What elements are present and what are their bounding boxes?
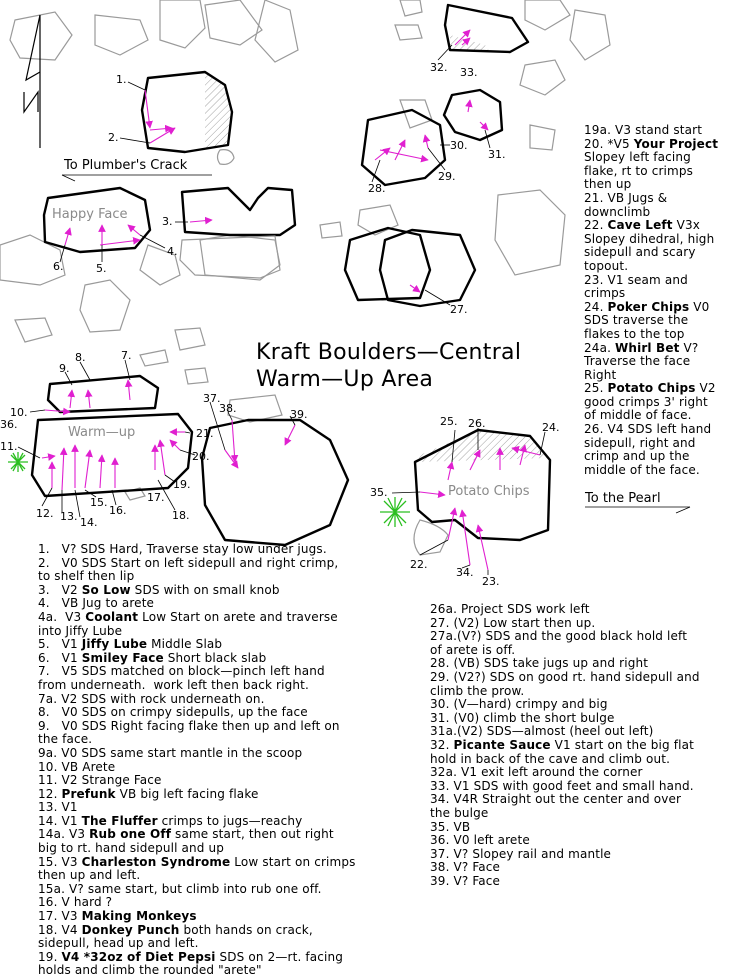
list-text: Traverse the face xyxy=(584,354,691,369)
list-item xyxy=(38,706,408,720)
list-item xyxy=(584,328,734,342)
direction-pearl xyxy=(585,507,690,513)
map-label: 7. xyxy=(121,349,132,362)
list-text: 28. (VB) SDS take jugs up and right xyxy=(430,656,649,671)
list-text: Middle Slab xyxy=(147,637,223,652)
problem-name: Jiffy Lube xyxy=(81,637,148,652)
list-item xyxy=(584,382,734,396)
list-item xyxy=(430,848,732,862)
map-label: 21. xyxy=(196,427,214,440)
map-label: 16. xyxy=(109,504,127,517)
map-label: 30. xyxy=(450,139,468,152)
list-text: V3 stand start xyxy=(611,123,703,137)
list-text: 6. V1 xyxy=(38,650,82,665)
list-item xyxy=(430,698,732,712)
map-label: 10. xyxy=(10,406,28,419)
list-item xyxy=(584,219,734,233)
list-item xyxy=(584,396,734,410)
list-text: SDS traverse the xyxy=(584,313,689,328)
map-label: 29. xyxy=(438,170,456,183)
list-text: 20. xyxy=(584,136,604,151)
list-item xyxy=(584,165,734,179)
list-item xyxy=(38,597,408,611)
list-item xyxy=(38,801,408,815)
map-label: 33. xyxy=(460,66,478,79)
list-item xyxy=(38,788,408,802)
title-line-1: Kraft Boulders—Central xyxy=(256,340,522,365)
map-label: 26. xyxy=(468,417,486,430)
map-label: 36. xyxy=(0,418,18,431)
list-text: 11. V2 Strange Face xyxy=(38,773,162,788)
map-label: 27. xyxy=(450,303,468,316)
map-label: 38. xyxy=(219,402,237,415)
problem-name: Cave Left xyxy=(607,218,673,233)
background-boulders xyxy=(0,0,610,555)
list-text: holds and climb the rounded "arete" xyxy=(38,963,262,978)
list-item xyxy=(38,896,408,910)
list-item xyxy=(430,753,732,767)
map-label: 20. xyxy=(192,450,210,463)
starburst-icon xyxy=(8,452,28,472)
list-item xyxy=(584,138,734,152)
list-text: the bulge xyxy=(430,805,489,820)
list-text: 26. xyxy=(584,422,604,437)
map-label: 9. xyxy=(59,362,70,375)
boulder-27 xyxy=(345,228,475,306)
north-arrow-icon xyxy=(24,15,40,148)
list-text: 12. xyxy=(38,786,62,801)
list-text: 3. V2 xyxy=(38,582,82,597)
list-text: from underneath. work left then back right. xyxy=(38,677,309,692)
map-label: 2. xyxy=(108,131,119,144)
list-item xyxy=(38,828,408,842)
list-text: same start, then out right xyxy=(171,827,334,842)
list-text: 14. V1 xyxy=(38,813,82,828)
list-text: 23. xyxy=(584,272,604,287)
list-item xyxy=(430,834,732,848)
list-item xyxy=(38,910,408,924)
list-item xyxy=(38,774,408,788)
list-item xyxy=(584,246,734,260)
list-text: Low start on crimps xyxy=(230,854,356,869)
list-text: 18. V4 xyxy=(38,922,82,937)
list-item xyxy=(584,342,734,356)
list-item xyxy=(430,739,732,753)
list-text: 39. V? Face xyxy=(430,873,501,888)
list-text: 24. xyxy=(584,299,604,314)
list-item xyxy=(38,693,408,707)
list-text: crimps xyxy=(584,286,626,301)
list-item xyxy=(584,274,734,288)
list-text: 4. VB Jug to arete xyxy=(38,596,155,611)
boulder-3 xyxy=(180,188,295,278)
map-label: 14. xyxy=(80,516,98,529)
map-label: 22. xyxy=(410,558,428,571)
list-text: 19a. xyxy=(584,123,612,137)
list-text: 22. xyxy=(584,218,604,233)
list-text: to shelf then lip xyxy=(38,569,135,584)
list-text: flakes to the top xyxy=(584,326,685,341)
list-text: 7. V5 SDS matched on block—pinch left hand xyxy=(38,664,325,679)
list-text: 1. V? SDS Hard, Traverse stay low under jugs. xyxy=(38,542,327,556)
map-label: 6. xyxy=(53,260,64,273)
map-label: 19. xyxy=(173,478,191,491)
problem-name: Prefunk xyxy=(61,786,116,801)
happy-face-label: Happy Face xyxy=(52,207,128,222)
list-text: 29. (V2?) SDS on good rt. hand sidepull and xyxy=(430,669,700,684)
list-text: 2. V0 SDS Start on left sidepull and right crimp, xyxy=(38,555,339,570)
list-text: V1 seam and xyxy=(603,272,688,287)
list-text: then up xyxy=(584,177,632,192)
map-label: 12. xyxy=(36,507,54,520)
list-item xyxy=(584,192,734,206)
list-item xyxy=(38,638,408,652)
list-item xyxy=(584,369,734,383)
map-label: 31. xyxy=(488,148,506,161)
problem-name: Rub one Off xyxy=(89,827,172,842)
list-text: into Jiffy Lube xyxy=(38,623,123,638)
list-text: 30. (V—hard) crimpy and big xyxy=(430,697,608,712)
list-item xyxy=(38,924,408,938)
list-text: both hands on crack, xyxy=(179,922,313,937)
list-text: 15. V3 xyxy=(38,854,82,869)
list-text: 21. xyxy=(584,190,604,205)
list-text: SDS on 2—rt. facing xyxy=(215,949,344,964)
list-text: downclimb xyxy=(584,204,651,219)
list-item xyxy=(38,856,408,870)
pearl-label: To the Pearl xyxy=(585,491,661,506)
list-item xyxy=(38,557,408,571)
list-text: 32a. V1 exit left around the corner xyxy=(430,765,643,780)
list-text: V1 start on the big flat xyxy=(550,737,694,752)
list-text: 4a. V3 xyxy=(38,609,86,624)
list-text: 34. V4R Straight out the center and over xyxy=(430,792,682,807)
warm-up-label: Warm—up xyxy=(68,425,136,440)
list-text: V0 xyxy=(689,299,710,314)
plumbers-crack-label: To Plumber's Crack xyxy=(64,158,188,173)
list-text: 38. V? Face xyxy=(430,860,501,875)
list-item xyxy=(584,124,734,138)
list-text: 24a. xyxy=(584,340,612,355)
list-text: 31a.(V2) SDS—almost (heel out left) xyxy=(430,724,654,739)
list-text: 13. V1 xyxy=(38,800,78,815)
list-item xyxy=(430,671,732,685)
list-text: V? xyxy=(679,340,699,355)
map-label: 18. xyxy=(172,509,190,522)
list-text: the face. xyxy=(38,732,93,747)
page-title xyxy=(256,339,521,393)
problem-list-right xyxy=(584,124,734,477)
list-item xyxy=(584,423,734,437)
list-text: good crimps 3' right xyxy=(584,394,708,409)
list-text: 7a. V2 SDS with rock underneath on. xyxy=(38,691,265,706)
map-label: 37. xyxy=(203,392,221,405)
list-item xyxy=(430,807,732,821)
problem-list-left xyxy=(38,543,408,978)
map-label: 13. xyxy=(60,510,78,523)
list-text: VB big left facing flake xyxy=(115,786,259,801)
map-label: 39. xyxy=(290,408,308,421)
list-text: V2 xyxy=(695,381,716,396)
list-text: 16. V hard ? xyxy=(38,895,113,910)
list-text: middle of the face. xyxy=(584,462,700,477)
potato-chips-label: Potato Chips xyxy=(448,484,530,499)
list-item xyxy=(430,725,732,739)
list-text: 31. (V0) climb the short bulge xyxy=(430,710,615,725)
list-item xyxy=(584,178,734,192)
list-text: 36. V0 left arete xyxy=(430,833,530,848)
list-text: then up and left. xyxy=(38,868,141,883)
list-text: Low Start on arete and traverse xyxy=(138,609,338,624)
problem-name: Potato Chips xyxy=(607,381,696,396)
list-item xyxy=(430,712,732,726)
list-text: of middle of face. xyxy=(584,408,692,423)
map-label: 17. xyxy=(147,491,165,504)
map-label: 11. xyxy=(0,440,18,453)
list-text: 19. xyxy=(38,949,62,964)
list-text: 32. xyxy=(430,737,454,752)
list-item xyxy=(38,720,408,734)
list-item xyxy=(430,793,732,807)
list-item xyxy=(430,617,732,631)
list-item xyxy=(38,761,408,775)
problem-name: So Low xyxy=(81,582,131,597)
list-text: 9a. V0 SDS same start mantle in the scoop xyxy=(38,745,303,760)
list-text: 27. (V2) Low start then up. xyxy=(430,615,596,630)
list-item xyxy=(430,644,732,658)
list-text: 10. VB Arete xyxy=(38,759,116,774)
map-label: 1. xyxy=(116,73,127,86)
boulder-28-30 xyxy=(362,110,445,185)
list-item xyxy=(38,652,408,666)
list-text: climb the prow. xyxy=(430,683,525,698)
list-item xyxy=(584,151,734,165)
problem-name: V4 *32oz of Diet Pepsi xyxy=(61,949,216,964)
list-item xyxy=(584,233,734,247)
list-text: sidepull and scary xyxy=(584,245,696,260)
problem-name: Whirl Bet xyxy=(615,340,680,355)
list-text: 33. V1 SDS with good feet and small hand. xyxy=(430,778,694,793)
list-item xyxy=(430,630,732,644)
list-text: topout. xyxy=(584,258,629,273)
list-item xyxy=(430,603,732,617)
list-text: Slopey dihedral, high xyxy=(584,231,715,246)
list-text: SDS with on small knob xyxy=(130,582,280,597)
problem-number-labels xyxy=(0,61,560,588)
list-text: V4 SDS left hand xyxy=(603,422,712,437)
list-item xyxy=(584,206,734,220)
list-item xyxy=(430,685,732,699)
map-label: 23. xyxy=(482,575,500,588)
list-item xyxy=(38,815,408,829)
problem-name: The Fluffer xyxy=(81,813,158,828)
problem-name: Picante Sauce xyxy=(453,737,551,752)
list-item xyxy=(38,570,408,584)
map-label: 34. xyxy=(456,566,474,579)
list-item xyxy=(430,766,732,780)
list-text: 35. VB xyxy=(430,819,471,834)
boulder-31 xyxy=(444,90,502,140)
list-text: 26a. Project SDS work left xyxy=(430,602,590,616)
list-item xyxy=(584,409,734,423)
problem-name: Making Monkeys xyxy=(81,909,197,924)
list-text: 17. V3 xyxy=(38,909,82,924)
list-item xyxy=(584,464,734,478)
list-text: big to rt. hand sidepull and up xyxy=(38,841,225,856)
problem-name: Poker Chips xyxy=(607,299,690,314)
list-item xyxy=(430,875,732,889)
list-text: 27a.(V?) SDS and the good black hold left xyxy=(430,629,688,644)
list-text: Right xyxy=(584,367,617,382)
map-label: 24. xyxy=(542,421,560,434)
boulder-7-9 xyxy=(48,376,158,412)
list-text: of arete is off. xyxy=(430,642,516,657)
list-item xyxy=(430,821,732,835)
problem-name: Coolant xyxy=(85,609,139,624)
map-label: 25. xyxy=(440,415,458,428)
list-text: *V5 xyxy=(603,136,634,151)
list-text: crimp and up the xyxy=(584,449,690,464)
map-label: 4. xyxy=(167,245,178,258)
list-text: 8. V0 SDS on crimpy sidepulls, up the face xyxy=(38,705,308,720)
list-text: 14a. V3 xyxy=(38,827,90,842)
list-item xyxy=(584,450,734,464)
list-item xyxy=(38,937,408,951)
list-item xyxy=(584,355,734,369)
problem-name: Your Project xyxy=(633,136,719,151)
list-text: 5. V1 xyxy=(38,637,82,652)
list-text: sidepull, right and xyxy=(584,435,696,450)
boulder-37-39 xyxy=(202,420,348,545)
map-label: 15. xyxy=(90,496,108,509)
list-item xyxy=(430,657,732,671)
problem-name: Smiley Face xyxy=(81,650,164,665)
list-item xyxy=(38,611,408,625)
list-item xyxy=(38,747,408,761)
list-text: Short black slab xyxy=(163,650,267,665)
list-item xyxy=(38,625,408,639)
list-item xyxy=(38,665,408,679)
list-item xyxy=(430,861,732,875)
problem-name: Charleston Syndrome xyxy=(81,854,231,869)
list-text: hold in back of the cave and climb out. xyxy=(430,751,671,766)
list-text: VB Jugs & xyxy=(603,190,668,205)
list-text: 37. V? Slopey rail and mantle xyxy=(430,846,612,861)
map-label: 28. xyxy=(368,182,386,195)
list-item xyxy=(38,883,408,897)
problem-list-middle xyxy=(430,603,732,888)
list-item xyxy=(584,314,734,328)
list-text: 9. V0 SDS Right facing flake then up and left on xyxy=(38,718,340,733)
list-text: flake, rt to crimps xyxy=(584,163,694,178)
list-text: sidepull, head up and left. xyxy=(38,936,199,951)
direction-plumbers xyxy=(62,175,212,181)
list-item xyxy=(38,584,408,598)
list-item xyxy=(38,951,408,965)
list-text: V3x xyxy=(672,218,701,233)
list-item xyxy=(584,301,734,315)
map-label: 8. xyxy=(75,351,86,364)
map-label: 3. xyxy=(162,215,173,228)
list-text: 15a. V? same start, but climb into rub one off. xyxy=(38,881,322,896)
list-item xyxy=(38,679,408,693)
list-item xyxy=(430,780,732,794)
title-line-2: Warm—Up Area xyxy=(256,367,434,392)
list-item xyxy=(584,287,734,301)
map-label: 32. xyxy=(430,61,448,74)
list-item xyxy=(38,733,408,747)
list-text: 25. xyxy=(584,381,604,396)
list-text: Slopey left facing xyxy=(584,150,691,165)
list-item xyxy=(584,437,734,451)
list-item xyxy=(38,842,408,856)
list-item xyxy=(38,543,408,557)
starburst-icon xyxy=(380,497,410,527)
list-text: crimps to jugs—reachy xyxy=(157,813,303,828)
list-item xyxy=(38,869,408,883)
map-label: 35. xyxy=(370,486,388,499)
problem-name: Donkey Punch xyxy=(81,922,180,937)
boulder-32 xyxy=(445,5,528,52)
map-label: 5. xyxy=(96,262,107,275)
list-item xyxy=(38,964,408,978)
list-item xyxy=(584,260,734,274)
